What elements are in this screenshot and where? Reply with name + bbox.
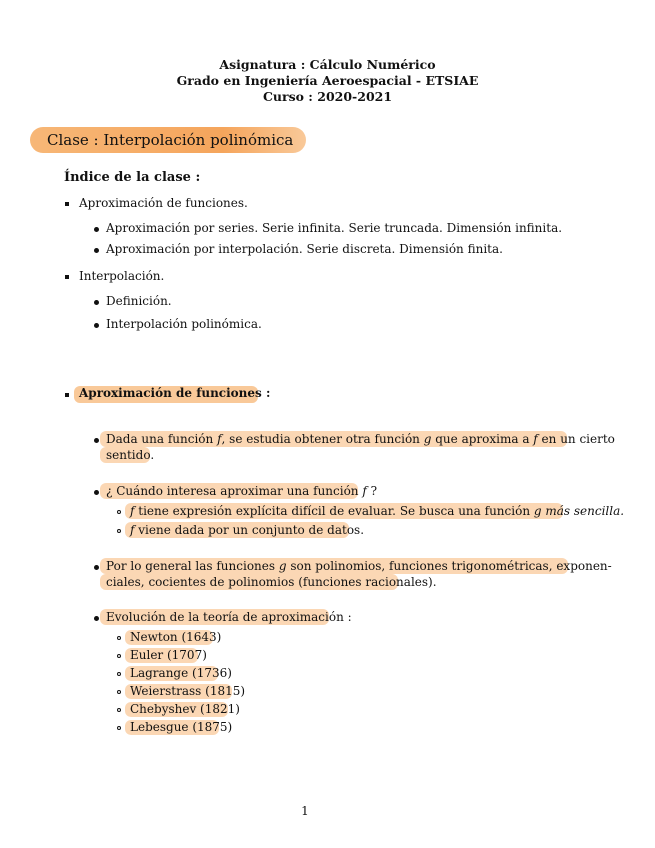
circle-bullet-icon [117,654,121,658]
list-item: Newton (1643) [130,630,222,644]
class-title: Clase : Interpolación polinómica [47,131,294,149]
circle-bullet-icon [117,726,121,730]
index-title: Índice de la clase : [64,170,201,185]
circle-bullet-icon [117,529,121,533]
circle-bullet-icon [117,672,121,676]
paragraph-line: ¿ Cuándo interesa aproximar una función f ? [106,484,378,498]
bullet-icon [94,565,99,570]
list-item: Lebesgue (1875) [130,720,233,734]
index-item: Aproximación de funciones. [79,196,248,210]
square-bullet-icon [65,275,69,279]
course-degree: Grado en Ingeniería Aeroespacial - ETSIAE [176,73,479,88]
circle-bullet-icon [117,510,121,514]
bullet-icon [94,248,99,253]
paragraph-line: ciales, cocientes de polinomios (funciones racionales). [106,575,437,589]
index-subitem: Definición. [106,294,172,308]
paragraph-line: Por lo general las funciones g son polinomios, funciones trigonométricas, exponen- [106,559,612,573]
paragraph-line: f tiene expresión explícita difícil de evaluar. Se busca una función g más sencilla. [130,504,625,518]
bullet-icon [94,616,99,621]
bullet-icon [94,490,99,495]
square-bullet-icon [65,393,69,397]
course-subject: Asignatura : Cálculo Numérico [219,57,436,72]
list-item: Euler (1707) [130,648,207,662]
bullet-icon [94,227,99,232]
paragraph-line: f viene dada por un conjunto de datos. [130,523,365,537]
index-item: Interpolación. [79,269,165,283]
list-title: Evolución de la teoría de aproximación : [106,610,352,624]
bullet-icon [94,323,99,328]
section-title: Aproximación de funciones : [79,386,271,400]
index-subitem: Interpolación polinómica. [106,317,262,331]
bullet-icon [94,438,99,443]
index-subitem: Aproximación por series. Serie infinita. Serie truncada. Dimensión infinita. [106,221,563,235]
course-year: Curso : 2020-2021 [262,89,393,104]
list-item: Chebyshev (1821) [130,702,240,716]
index-subitem: Aproximación por interpolación. Serie discreta. Dimensión finita. [106,242,503,256]
bullet-icon [94,300,99,305]
circle-bullet-icon [117,690,121,694]
paragraph-line: sentido. [106,448,155,462]
square-bullet-icon [65,202,69,206]
list-item: Lagrange (1736) [130,666,232,680]
paragraph-line: Dada una función f, se estudia obtener otra función g que aproxima a f en un cierto [106,432,615,446]
circle-bullet-icon [117,636,121,640]
page-number: 1 [301,804,309,818]
list-item: Weierstrass (1815) [130,684,246,698]
circle-bullet-icon [117,708,121,712]
